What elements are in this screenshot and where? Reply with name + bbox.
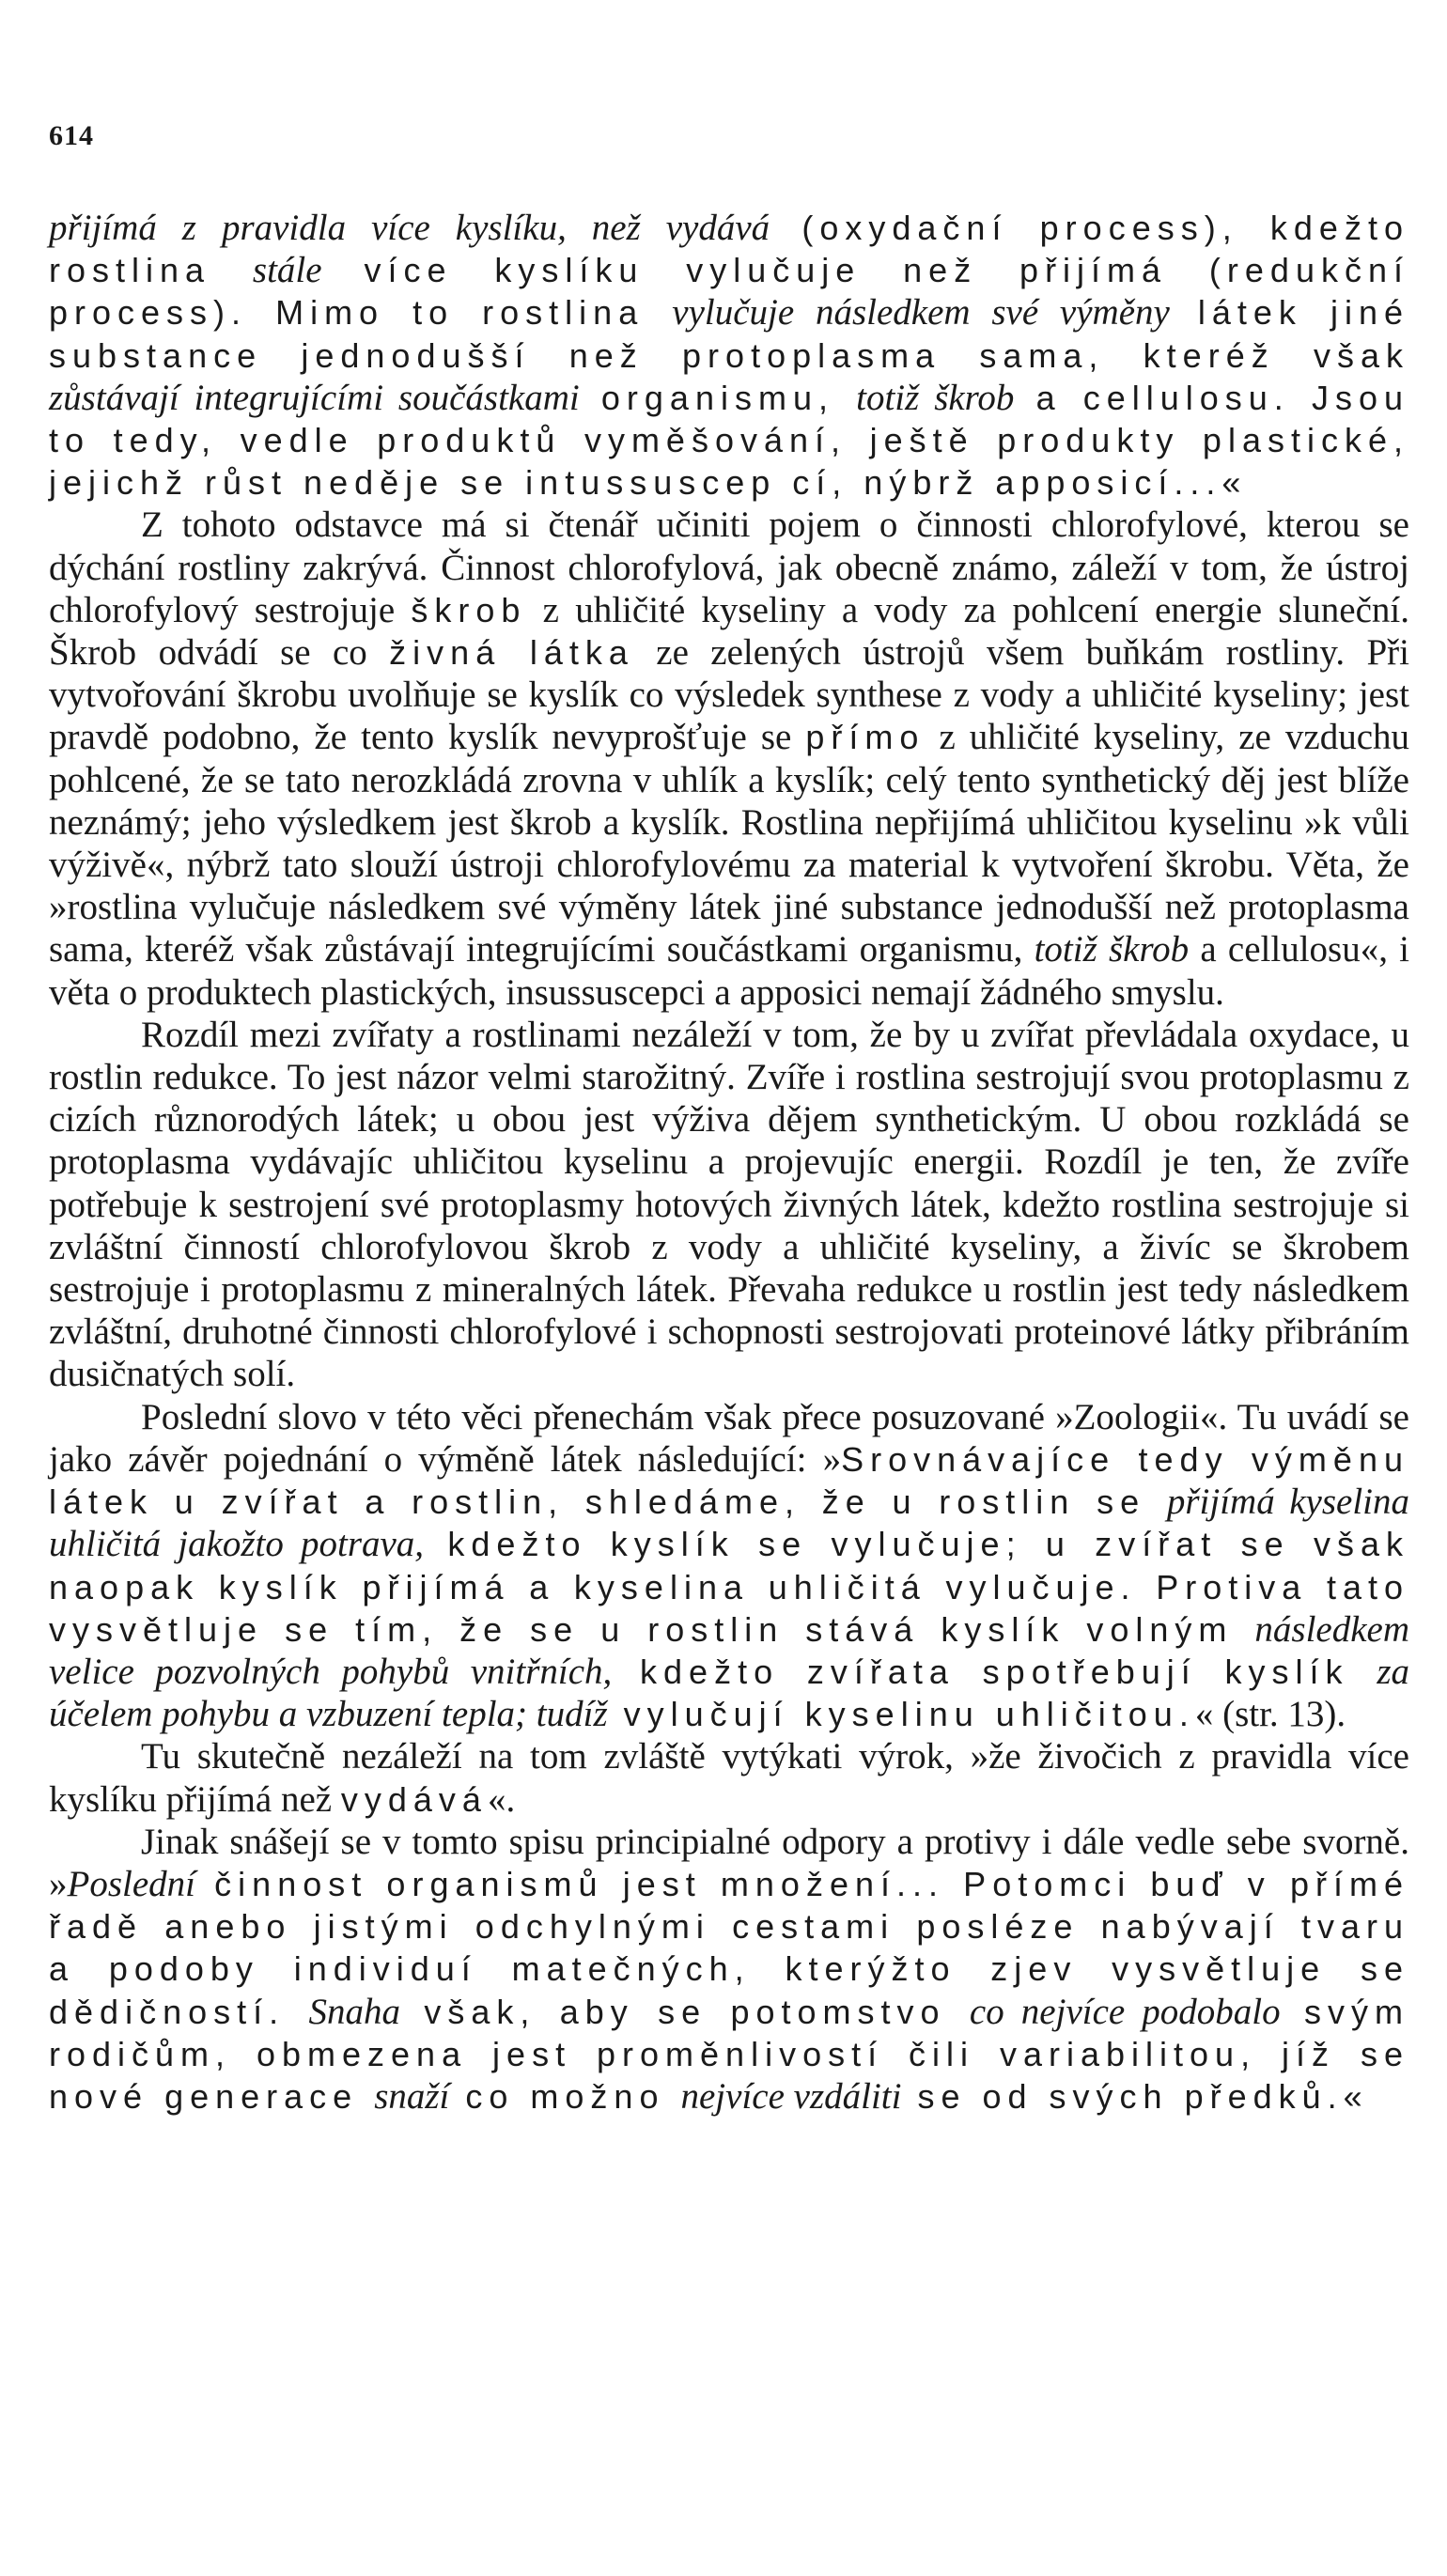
text-run: z uhličité kyseliny a vody za pohlcení energie sluneční. Škrob odvádí se co: [49, 589, 1409, 674]
text-run: živná látka: [389, 633, 634, 673]
text-run: [527, 1694, 537, 1734]
paragraph-animals-plants: [49, 1014, 1409, 1396]
text-run: škrob: [411, 590, 527, 629]
text-run: zůstávají integrujícími součástkami: [49, 377, 580, 418]
text-run: a cellulosu. Jsou to tedy, vedle produktů vyměšování, ještě produkty plastické, jejichž růst neděje se intussuscep cí, nýbrž apposicí...«: [49, 378, 1409, 503]
body-text: [49, 207, 1409, 2118]
paragraph-reproduction: [49, 1821, 1409, 2118]
text-run: více kyslíku vylučuje než přijímá (redukční process). Mimo to rostlina: [49, 251, 1409, 333]
text-run: však, aby se potomstvo: [399, 1992, 970, 2031]
text-run: totiž škrob: [1034, 929, 1190, 970]
text-run: co možno: [449, 2076, 681, 2116]
text-run: stále: [252, 250, 322, 291]
text-run: nejvíce vzdáliti: [680, 2075, 902, 2117]
text-run: kdežto kyslík se vylučuje; u zvířat se však naopak kyslík přijímá a kyselina uhličitá vylučuje. Protiva tato vysvětluje se tím, že se u rostlin stává kyslík volným: [49, 1525, 1409, 1649]
text-run: se od svých předků.«: [901, 2076, 1369, 2116]
text-run: z uhličité kyseliny, ze vzduchu pohlcené, že se tato nerozkládá zrovna v uhlík a kyslík; celý tento synthetický děj jest blíže neznámý; jeho výsledkem jest škrob a kyslík. Rostlina nepřijímá uhličitou kyselinu »k vůli výživě«, nýbrž tato slouží ústroji chlorofylovému za material k vytvoření škrobu. Věta, že »rostlina vylučuje následkem své výměny látek jiné substance jednodušší než protoplasma sama, kteréž však zůstávají integrujícími součástkami organismu,: [49, 717, 1410, 970]
paragraph-quote-continuation: [49, 207, 1409, 504]
text-run: snaží: [374, 2075, 450, 2117]
text-run: Z tohoto odstavce má si čtenář učiniti pojem o činnosti chlorofylové, kterou se dýchání rostliny zakrývá. Činnost chlorofylová, jak obecně známo, záleží v tom, že ústroj chlorofylový sestrojuje: [49, 504, 1409, 630]
text-run: tudíž: [536, 1694, 608, 1735]
text-run: Snaha: [308, 1991, 400, 2032]
paragraph-zoologie-quote: [49, 1396, 1409, 1736]
text-run: přijímá kyselina uhličitá jakožto potrava,: [49, 1482, 1409, 1565]
text-run: následkem velice pozvolných pohybů vnitřních,: [49, 1608, 1409, 1692]
text-run: Poslední: [67, 1863, 195, 1904]
text-run: «.: [487, 1778, 516, 1820]
text-run: Tu skutečně nezáleží na tom zvláště vytýkati výrok, »že živočich z pravidla více kyslíku přijímá než: [49, 1736, 1409, 1820]
text-run: látek jiné substance jednodušší než protoplasma sama, kteréž však: [49, 293, 1409, 375]
text-run: přijímá z pravidla více kyslíku, než vydává: [49, 208, 770, 248]
text-run: Jinak snášejí se v tomto spisu principialné odpory a protivy i dále vedle sebe svorně. »: [49, 1821, 1409, 1904]
text-run: svým rodičům, obmezena jest proměnlivostí čili variabilitou, jíž se nové generace: [49, 1992, 1409, 2116]
text-run: totiž škrob: [856, 377, 1015, 418]
paragraph-chlorophyll: [49, 504, 1409, 1013]
text-run: kdežto zvířata spotřebují kyslík: [612, 1652, 1377, 1691]
text-run: přímo: [805, 718, 926, 757]
text-run: Rozdíl mezi zvířaty a rostlinami nezáleží v tom, že by u zvířat převládala oxydace, u rostlin redukce. To jest názor velmi starožitný. Zvíře i rostlina sestrojují svou protoplasmu z cizích různorodých látek; u obou jest výživa dějem synthetickým. U obou rozkládá se protoplasma vydávajíc uhličitou kyselinu a projevujíc energii. Rozdíl je ten, že zvíře potřebuje k sestrojení své protoplasmy hotových živných látek, kdežto rostlina sestrojuje si zvláštní činností chlorofylovou škrob z vody a uhličité kyseliny, a živíc se škrobem sestrojuje i protoplasmu z mineralných látek. Převaha redukce u rostlin jest tedy následkem zvláštní, druhotné činnosti chlorofylové i schopnosti sestrojovati proteinové látky přibráním dusičnatých solí.: [49, 1014, 1409, 1395]
text-run: organismu,: [579, 378, 857, 417]
text-run: za účelem pohybu a vzbuzení tepla;: [49, 1651, 1409, 1735]
text-run: a cellulosu«, i věta o produktech plastických, insussuscepci a apposici nemají žádného smyslu.: [49, 929, 1409, 1013]
paragraph-statement: [49, 1735, 1409, 1820]
text-run: ze zelených ústrojů všem buňkám rostliny. Při vytvořování škrobu uvolňuje se kyslík co výsledek synthese z vody a uhličité kyseliny; jest pravdě podobno, že tento kyslík nevyprošťuje se: [49, 632, 1410, 758]
text-run: činnost organismů jest množení... Potomci buď v přímé řadě anebo jistými odchylnými cestami posléze nabývají tvaru a podoby individuí matečných, kterýžto zjev vysvětluje se dědičností.: [49, 1864, 1409, 2031]
text-run: vylučuje následkem své výměny: [672, 292, 1170, 334]
page-number: 614: [49, 120, 94, 151]
text-run: Srovnávajíce tedy výměnu látek u zvířat a rostlin, shledáme, že u rostlin se: [49, 1439, 1409, 1522]
text-run: (oxydační process), kdežto rostlina: [49, 209, 1409, 290]
text-run: « (str. 13).: [1194, 1694, 1346, 1735]
text-run: vylučují kyselinu uhličitou.: [607, 1695, 1195, 1734]
text-run: co nejvíce podobalo: [969, 1991, 1281, 2032]
text-run: Poslední slovo v této věci přenechám však přece posuzované »Zoologii«. Tu uvádí se jako závěr pojednání o výměně látek následující: »: [49, 1396, 1409, 1480]
text-run: vydává: [340, 1779, 488, 1819]
